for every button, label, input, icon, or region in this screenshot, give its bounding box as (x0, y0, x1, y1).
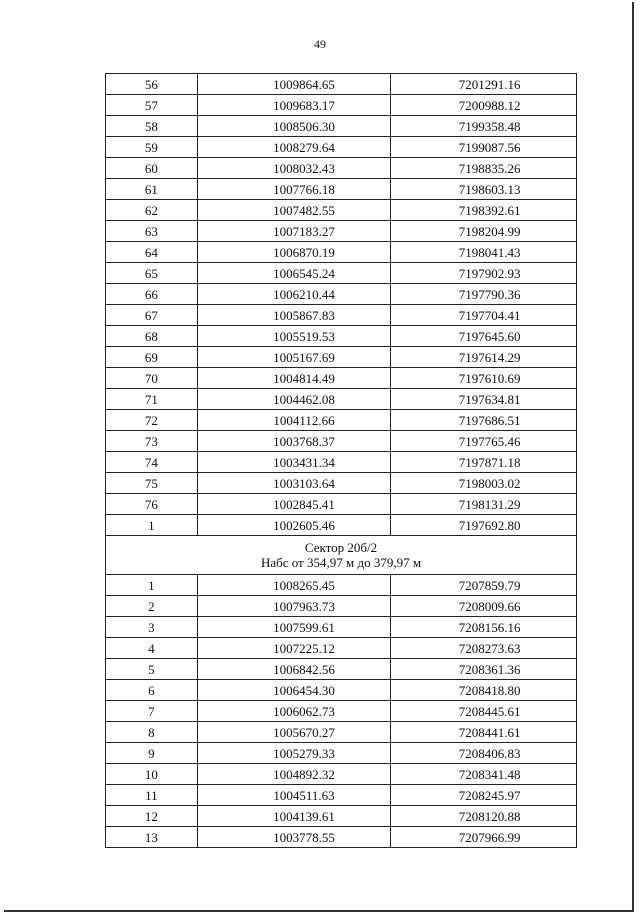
point-number-cell: 4 (106, 638, 198, 659)
y-coordinate-cell: 7198392.61 (391, 200, 577, 221)
x-coordinate-cell: 1008265.45 (197, 575, 391, 596)
table-row (106, 116, 577, 137)
point-number-cell: 76 (106, 494, 198, 515)
point-number-cell: 63 (106, 221, 198, 242)
table-row (106, 473, 577, 494)
y-coordinate-cell: 7207859.79 (391, 575, 577, 596)
point-number-cell: 64 (106, 242, 198, 263)
y-coordinate-cell: 7208245.97 (391, 785, 577, 806)
x-coordinate-cell: 1006062.73 (197, 701, 391, 722)
x-coordinate-cell: 1005167.69 (197, 347, 391, 368)
y-coordinate-cell: 7197871.18 (391, 452, 577, 473)
table-row (106, 347, 577, 368)
table-row (106, 284, 577, 305)
table-row (106, 617, 577, 638)
table-row (106, 179, 577, 200)
x-coordinate-cell: 1006842.56 (197, 659, 391, 680)
table-row (106, 305, 577, 326)
sector-header-cell (106, 536, 577, 575)
x-coordinate-cell: 1004814.49 (197, 368, 391, 389)
x-coordinate-cell: 1006545.24 (197, 263, 391, 284)
y-coordinate-cell: 7197645.60 (391, 326, 577, 347)
table-row (106, 326, 577, 347)
x-coordinate-cell: 1007482.55 (197, 200, 391, 221)
table-row (106, 701, 577, 722)
table-row (106, 515, 577, 536)
y-coordinate-cell: 7197790.36 (391, 284, 577, 305)
point-number-cell: 57 (106, 95, 198, 116)
table-row (106, 200, 577, 221)
x-coordinate-cell: 1007599.61 (197, 617, 391, 638)
table-row (106, 95, 577, 116)
table-row (106, 764, 577, 785)
point-number-cell: 13 (106, 827, 198, 848)
point-number-cell: 59 (106, 137, 198, 158)
x-coordinate-cell: 1004892.32 (197, 764, 391, 785)
x-coordinate-cell: 1003103.64 (197, 473, 391, 494)
table-row (106, 452, 577, 473)
table-row (106, 596, 577, 617)
y-coordinate-cell: 7199358.48 (391, 116, 577, 137)
x-coordinate-cell: 1003768.37 (197, 431, 391, 452)
table-row (106, 680, 577, 701)
x-coordinate-cell: 1007963.73 (197, 596, 391, 617)
point-number-cell: 2 (106, 596, 198, 617)
point-number-cell: 69 (106, 347, 198, 368)
y-coordinate-cell: 7197686.51 (391, 410, 577, 431)
point-number-cell: 1 (106, 575, 198, 596)
x-coordinate-cell: 1004139.61 (197, 806, 391, 827)
y-coordinate-cell: 7208120.88 (391, 806, 577, 827)
y-coordinate-cell: 7198603.13 (391, 179, 577, 200)
page-number: 49 (314, 37, 326, 51)
point-number-cell: 73 (106, 431, 198, 452)
y-coordinate-cell: 7208273.63 (391, 638, 577, 659)
x-coordinate-cell: 1006454.30 (197, 680, 391, 701)
sector-title: Сектор 20б/2 (304, 540, 378, 555)
point-number-cell: 60 (106, 158, 198, 179)
x-coordinate-cell: 1007766.18 (197, 179, 391, 200)
x-coordinate-cell: 1005519.53 (197, 326, 391, 347)
table-row (106, 743, 577, 764)
point-number-cell: 58 (106, 116, 198, 137)
point-number-cell: 6 (106, 680, 198, 701)
x-coordinate-cell: 1005867.83 (197, 305, 391, 326)
point-number-cell: 66 (106, 284, 198, 305)
point-number-cell: 3 (106, 617, 198, 638)
y-coordinate-cell: 7208009.66 (391, 596, 577, 617)
x-coordinate-cell: 1009864.65 (197, 74, 391, 95)
table-row (106, 242, 577, 263)
point-number-cell: 72 (106, 410, 198, 431)
coordinates-table (105, 73, 577, 848)
table-row (106, 410, 577, 431)
y-coordinate-cell: 7197610.69 (391, 368, 577, 389)
point-number-cell: 65 (106, 263, 198, 284)
rows-before (106, 74, 577, 536)
table-row (106, 827, 577, 848)
sector-header-row (106, 536, 577, 575)
x-coordinate-cell: 1002845.41 (197, 494, 391, 515)
y-coordinate-cell: 7208156.16 (391, 617, 577, 638)
x-coordinate-cell: 1007183.27 (197, 221, 391, 242)
y-coordinate-cell: 7197634.81 (391, 389, 577, 410)
y-coordinate-cell: 7197704.41 (391, 305, 577, 326)
x-coordinate-cell: 1007225.12 (197, 638, 391, 659)
point-number-cell: 1 (106, 515, 198, 536)
point-number-cell: 70 (106, 368, 198, 389)
y-coordinate-cell: 7200988.12 (391, 95, 577, 116)
point-number-cell: 10 (106, 764, 198, 785)
table-row (106, 368, 577, 389)
table-row (106, 221, 577, 242)
point-number-cell: 62 (106, 200, 198, 221)
y-coordinate-cell: 7207966.99 (391, 827, 577, 848)
x-coordinate-cell: 1005279.33 (197, 743, 391, 764)
x-coordinate-cell: 1006870.19 (197, 242, 391, 263)
x-coordinate-cell: 1005670.27 (197, 722, 391, 743)
table-row (106, 263, 577, 284)
x-coordinate-cell: 1002605.46 (197, 515, 391, 536)
table-row (106, 494, 577, 515)
sector-range: Набс от 354,97 м до 379,97 м (260, 555, 422, 570)
table-row (106, 158, 577, 179)
point-number-cell: 7 (106, 701, 198, 722)
point-number-cell: 71 (106, 389, 198, 410)
point-number-cell: 75 (106, 473, 198, 494)
point-number-cell: 68 (106, 326, 198, 347)
table-row (106, 785, 577, 806)
y-coordinate-cell: 7197692.80 (391, 515, 577, 536)
x-coordinate-cell: 1006210.44 (197, 284, 391, 305)
rows-after (106, 575, 577, 848)
point-number-cell: 8 (106, 722, 198, 743)
y-coordinate-cell: 7201291.16 (391, 74, 577, 95)
x-coordinate-cell: 1008279.64 (197, 137, 391, 158)
y-coordinate-cell: 7208341.48 (391, 764, 577, 785)
y-coordinate-cell: 7198131.29 (391, 494, 577, 515)
table-row (106, 659, 577, 680)
y-coordinate-cell: 7208406.83 (391, 743, 577, 764)
table-row (106, 74, 577, 95)
table-row (106, 389, 577, 410)
table-row (106, 575, 577, 596)
x-coordinate-cell: 1009683.17 (197, 95, 391, 116)
y-coordinate-cell: 7198835.26 (391, 158, 577, 179)
x-coordinate-cell: 1008506.30 (197, 116, 391, 137)
table-row (106, 137, 577, 158)
point-number-cell: 67 (106, 305, 198, 326)
table-row (106, 722, 577, 743)
table-row (106, 806, 577, 827)
y-coordinate-cell: 7197765.46 (391, 431, 577, 452)
y-coordinate-cell: 7199087.56 (391, 137, 577, 158)
y-coordinate-cell: 7208441.61 (391, 722, 577, 743)
x-coordinate-cell: 1004511.63 (197, 785, 391, 806)
point-number-cell: 74 (106, 452, 198, 473)
y-coordinate-cell: 7208418.80 (391, 680, 577, 701)
x-coordinate-cell: 1003431.34 (197, 452, 391, 473)
y-coordinate-cell: 7208445.61 (391, 701, 577, 722)
x-coordinate-cell: 1008032.43 (197, 158, 391, 179)
point-number-cell: 11 (106, 785, 198, 806)
y-coordinate-cell: 7198003.02 (391, 473, 577, 494)
point-number-cell: 56 (106, 74, 198, 95)
x-coordinate-cell: 1003778.55 (197, 827, 391, 848)
x-coordinate-cell: 1004112.66 (197, 410, 391, 431)
y-coordinate-cell: 7197902.93 (391, 263, 577, 284)
y-coordinate-cell: 7197614.29 (391, 347, 577, 368)
point-number-cell: 5 (106, 659, 198, 680)
y-coordinate-cell: 7198204.99 (391, 221, 577, 242)
x-coordinate-cell: 1004462.08 (197, 389, 391, 410)
y-coordinate-cell: 7208361.36 (391, 659, 577, 680)
point-number-cell: 12 (106, 806, 198, 827)
sector-header-group (106, 536, 577, 575)
point-number-cell: 61 (106, 179, 198, 200)
y-coordinate-cell: 7198041.43 (391, 242, 577, 263)
table-row (106, 431, 577, 452)
point-number-cell: 9 (106, 743, 198, 764)
table-row (106, 638, 577, 659)
